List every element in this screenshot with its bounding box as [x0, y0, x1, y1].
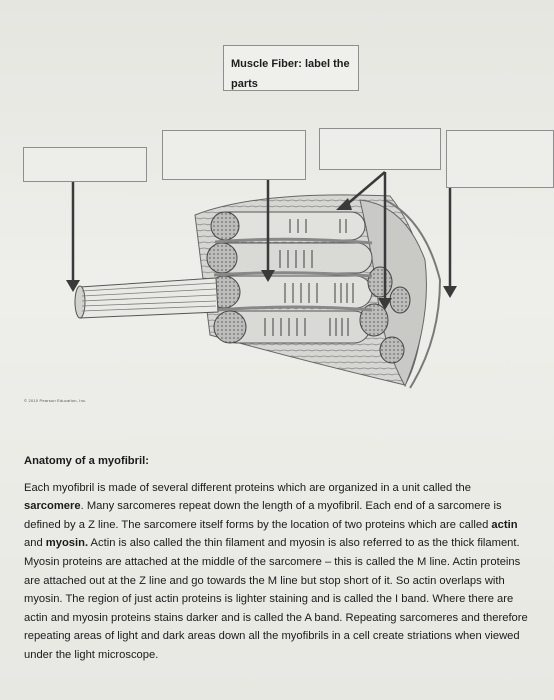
myofibril-cross-section: [207, 243, 237, 273]
myofibril-cross-section: [211, 212, 239, 240]
myofibril-cross-section: [380, 337, 404, 363]
text-segment: Each myofibril is made of several different proteins which are organized in a unit called the: [24, 481, 471, 494]
article-paragraph: [24, 479, 530, 665]
text-segment: and: [24, 537, 46, 550]
title-line-1: Muscle Fiber: label the: [231, 58, 350, 70]
term-myosin: myosin.: [45, 537, 89, 550]
myofibril-cross-section: [214, 311, 246, 343]
term-actin: actin: [491, 518, 518, 531]
article-text: [24, 452, 530, 665]
copyright-credit: © 2010 Pearson Education, Inc.: [24, 398, 87, 403]
extended-myofibril: [75, 278, 218, 318]
title-line-2: parts: [231, 78, 258, 90]
text-segment: . Many sarcomeres repeat down the length of a myofibril. Each end of a sarcomere is defined by a Z line. The sarcomere itself forms by the location of two proteins which are called: [24, 500, 502, 531]
term-sarcomere: sarcomere: [24, 500, 81, 513]
text-segment: Actin is also called the thin filament and myosin is also referred to as the thick filament. Myosin proteins are attached at the middle of the sarcomere – this is called the M line. Actin proteins are attached out at the Z line and go towards the M line but stop short of it. So actin overlaps with myosin. The region of just actin proteins is lighter staining and is called the I band. Where there are actin and myosin proteins stains darker and is called the A band. Repeating sarcomeres and therefore repeating areas of light and dark areas down all the myofibrils in a cell create striations when viewed under the light microscope.: [24, 537, 528, 661]
myofibril-cross-section: [390, 287, 410, 313]
article-heading: Anatomy of a myofibril:: [24, 455, 149, 467]
myofibril-cross-section: [368, 267, 392, 297]
